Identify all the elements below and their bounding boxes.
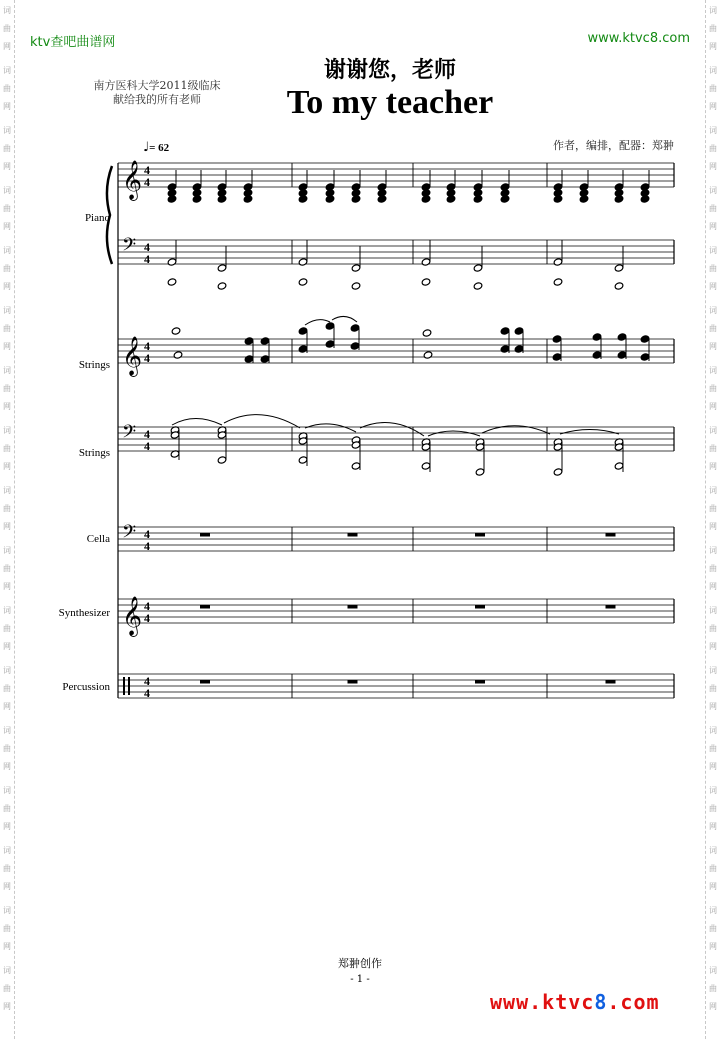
watermark-glyph: 网	[3, 162, 11, 171]
notehead	[421, 258, 431, 266]
notehead	[167, 258, 177, 266]
watermark-glyph: 词	[3, 846, 11, 855]
watermark-glyph: 曲	[3, 24, 11, 33]
time-signature-top: 4	[144, 674, 150, 688]
notehead	[217, 282, 227, 290]
watermark-glyph: 曲	[3, 684, 11, 693]
whole-rest	[606, 680, 616, 684]
notehead	[350, 324, 360, 332]
notehead	[552, 335, 562, 343]
watermark-glyph: 词	[3, 126, 11, 135]
notehead	[298, 258, 308, 266]
notehead	[640, 353, 650, 361]
brand-8: 8	[594, 990, 608, 1014]
notehead	[298, 327, 308, 335]
watermark-glyph: 曲	[709, 624, 717, 633]
notehead	[350, 342, 360, 350]
watermark-glyph: 词	[709, 426, 717, 435]
watermark-glyph: 网	[709, 882, 717, 891]
time-signature-top: 4	[144, 527, 150, 541]
whole-rest	[200, 680, 210, 684]
notehead	[614, 462, 624, 470]
notehead	[217, 264, 227, 272]
watermark-glyph: 曲	[3, 324, 11, 333]
time-signature-top: 4	[144, 339, 150, 353]
bass-clef-icon: 𝄢	[122, 422, 137, 447]
watermark-glyph: 网	[709, 702, 717, 711]
whole-rest	[348, 605, 358, 609]
site-url-right[interactable]: www.ktvc8.com	[587, 31, 690, 46]
watermark-glyph: 词	[709, 246, 717, 255]
page-number: - 1 -	[350, 974, 370, 985]
watermark-glyph: 曲	[3, 804, 11, 813]
notehead	[473, 264, 483, 272]
brand-logo[interactable]	[490, 990, 660, 1014]
title-english: To my teacher	[286, 84, 494, 121]
watermark-glyph: 词	[709, 666, 717, 675]
watermark-glyph: 网	[3, 522, 11, 531]
watermark-glyph: 曲	[709, 384, 717, 393]
brand-ktvc: ktvc	[542, 990, 595, 1014]
notehead	[614, 264, 624, 272]
watermark-glyph: 词	[709, 786, 717, 795]
tie	[224, 415, 300, 428]
watermark-glyph: 网	[3, 42, 11, 51]
watermark-glyph: 网	[3, 102, 11, 111]
watermark-glyph: 词	[3, 246, 11, 255]
dedication-line1: 南方医科大学2011级临床	[93, 79, 221, 92]
piano-brace	[107, 166, 112, 264]
watermark-glyph: 词	[3, 906, 11, 915]
footer-author: 郑翀创作	[338, 957, 382, 970]
instrument-label-cella: Cella	[86, 533, 110, 545]
watermark-glyph: 网	[709, 942, 717, 951]
watermark-glyph: 词	[3, 966, 11, 975]
watermark-glyph: 曲	[3, 444, 11, 453]
notehead	[217, 456, 227, 464]
watermark-glyph: 词	[3, 666, 11, 675]
watermark-glyph: 网	[709, 42, 717, 51]
notehead	[298, 456, 308, 464]
notehead	[167, 278, 177, 286]
watermark-glyph: 网	[3, 402, 11, 411]
watermark-glyph: 曲	[709, 864, 717, 873]
watermark-glyph: 曲	[3, 924, 11, 933]
watermark-glyph: 曲	[3, 84, 11, 93]
notehead	[553, 278, 563, 286]
watermark-glyph: 网	[709, 522, 717, 531]
whole-rest	[475, 680, 485, 684]
notehead	[640, 335, 650, 343]
watermark-glyph: 词	[709, 6, 717, 15]
instrument-label-piano: Piano	[84, 212, 110, 224]
watermark-glyph: 词	[709, 366, 717, 375]
watermark-glyph: 词	[3, 606, 11, 615]
watermark-glyph: 网	[709, 762, 717, 771]
watermark-glyph: 网	[709, 102, 717, 111]
notehead	[553, 258, 563, 266]
watermark-glyph: 曲	[709, 144, 717, 153]
watermark-glyph: 网	[3, 1002, 11, 1011]
percussion-clef-icon	[123, 677, 125, 695]
notehead	[260, 337, 270, 345]
watermark-glyph: 词	[3, 366, 11, 375]
notehead	[351, 264, 361, 272]
watermark-glyph: 词	[3, 426, 11, 435]
watermark-glyph: 网	[709, 342, 717, 351]
watermark-glyph: 曲	[709, 684, 717, 693]
watermark-glyph: 词	[3, 6, 11, 15]
watermark-glyph: 曲	[3, 144, 11, 153]
notehead	[553, 468, 563, 476]
time-signature-bottom: 4	[144, 686, 150, 700]
watermark-glyph: 词	[709, 726, 717, 735]
watermark-glyph: 曲	[3, 204, 11, 213]
instrument-label-strings-2: Strings	[78, 447, 110, 459]
instrument-label-synthesizer: Synthesizer	[58, 607, 110, 619]
notehead	[514, 327, 524, 335]
notehead	[421, 278, 431, 286]
watermark-glyph: 网	[3, 642, 11, 651]
watermark-glyph: 词	[709, 486, 717, 495]
dedication-line2: 献给我的所有老师	[113, 93, 201, 106]
watermark-glyph: 曲	[709, 264, 717, 273]
watermark-glyph: 网	[709, 642, 717, 651]
watermark-glyph: 网	[3, 882, 11, 891]
notehead	[173, 351, 183, 359]
notehead	[171, 327, 181, 335]
watermark-glyph: 网	[709, 1002, 717, 1011]
whole-rest	[200, 605, 210, 609]
watermark-glyph: 曲	[3, 624, 11, 633]
watermark-glyph: 网	[709, 402, 717, 411]
notehead	[298, 345, 308, 353]
brand-www: www.	[490, 990, 543, 1014]
time-signature-top: 4	[144, 163, 150, 177]
watermark-glyph: 网	[709, 582, 717, 591]
watermark-glyph: 网	[3, 762, 11, 771]
watermark-glyph: 网	[3, 222, 11, 231]
notehead	[421, 462, 431, 470]
notehead	[244, 337, 254, 345]
notehead	[351, 282, 361, 290]
notehead	[422, 329, 432, 337]
notehead	[423, 351, 433, 359]
watermark-glyph: 曲	[3, 864, 11, 873]
watermark-glyph: 词	[709, 306, 717, 315]
slur	[332, 316, 357, 322]
watermark-glyph: 曲	[3, 504, 11, 513]
watermark-glyph: 网	[3, 582, 11, 591]
watermark-glyph: 网	[3, 942, 11, 951]
watermark-glyph: 曲	[709, 204, 717, 213]
notehead	[617, 333, 627, 341]
watermark-glyph: 词	[3, 786, 11, 795]
watermark-glyph: 词	[709, 546, 717, 555]
composer-credit: 作者，编排，配器：郑翀	[553, 139, 674, 152]
watermark-glyph: 网	[709, 222, 717, 231]
watermark-glyph: 词	[709, 606, 717, 615]
time-signature-bottom: 4	[144, 611, 150, 625]
treble-clef-icon: 𝄞	[122, 596, 143, 636]
watermark-glyph: 词	[709, 846, 717, 855]
watermark-glyph: 网	[709, 822, 717, 831]
notehead	[552, 353, 562, 361]
notehead	[614, 282, 624, 290]
watermark-glyph: 网	[3, 702, 11, 711]
tie	[305, 424, 356, 432]
watermark-glyph: 词	[3, 486, 11, 495]
watermark-glyph: 曲	[3, 984, 11, 993]
notehead	[514, 345, 524, 353]
watermark-glyph: 曲	[709, 984, 717, 993]
tie	[172, 419, 222, 426]
watermark-glyph: 网	[709, 162, 717, 171]
watermark-glyph: 词	[3, 186, 11, 195]
quarter-note-icon: ♩	[143, 140, 150, 155]
site-name-left[interactable]: ktv查吧曲谱网	[30, 35, 116, 50]
time-signature-bottom: 4	[144, 539, 150, 553]
tempo-value: = 62	[149, 142, 170, 154]
whole-rest	[200, 533, 210, 537]
time-signature-top: 4	[144, 427, 150, 441]
watermark-glyph: 网	[709, 282, 717, 291]
watermark-glyph: 词	[709, 126, 717, 135]
notehead	[500, 327, 510, 335]
time-signature-bottom: 4	[144, 351, 150, 365]
watermark-glyph: 曲	[709, 84, 717, 93]
notehead	[351, 462, 361, 470]
brand-com: .com	[607, 990, 660, 1014]
tie	[428, 431, 480, 436]
percussion-clef-icon	[128, 677, 130, 695]
whole-rest	[348, 680, 358, 684]
watermark-glyph: 词	[3, 66, 11, 75]
watermark-glyph: 网	[3, 462, 11, 471]
time-signature-top: 4	[144, 240, 150, 254]
watermark-glyph: 曲	[3, 264, 11, 273]
watermark-glyph: 词	[709, 966, 717, 975]
notehead	[260, 355, 270, 363]
whole-rest	[475, 533, 485, 537]
instrument-label-strings-1: Strings	[78, 359, 110, 371]
watermark-glyph: 词	[3, 306, 11, 315]
watermark-glyph: 曲	[709, 804, 717, 813]
watermark-glyph: 网	[3, 282, 11, 291]
time-signature-bottom: 4	[144, 175, 150, 189]
treble-clef-icon: 𝄞	[122, 336, 143, 376]
notehead	[592, 333, 602, 341]
watermark-glyph: 词	[709, 906, 717, 915]
title-chinese: 谢谢您，老师	[323, 58, 456, 83]
notehead	[592, 351, 602, 359]
watermark-glyph: 曲	[709, 24, 717, 33]
whole-rest	[348, 533, 358, 537]
whole-rest	[475, 605, 485, 609]
watermark-glyph: 曲	[3, 564, 11, 573]
whole-rest	[606, 605, 616, 609]
watermark-glyph: 曲	[709, 504, 717, 513]
notehead	[298, 278, 308, 286]
notehead	[244, 355, 254, 363]
notehead	[617, 351, 627, 359]
watermark-glyph: 曲	[709, 924, 717, 933]
watermark-glyph: 网	[3, 822, 11, 831]
notehead	[500, 345, 510, 353]
tie	[360, 423, 424, 436]
watermark-glyph: 网	[709, 462, 717, 471]
treble-clef-icon: 𝄞	[122, 160, 143, 200]
watermark-glyph: 词	[3, 546, 11, 555]
bass-clef-icon: 𝄢	[122, 235, 137, 260]
whole-rest	[606, 533, 616, 537]
watermark-glyph: 网	[3, 342, 11, 351]
watermark-glyph: 词	[3, 726, 11, 735]
watermark-glyph: 曲	[3, 384, 11, 393]
notehead	[475, 468, 485, 476]
notehead	[473, 282, 483, 290]
watermark-glyph: 词	[709, 186, 717, 195]
bass-clef-icon: 𝄢	[122, 522, 137, 547]
watermark-glyph: 曲	[3, 744, 11, 753]
watermark-glyph: 曲	[709, 444, 717, 453]
watermark-glyph: 词	[709, 66, 717, 75]
watermark-glyph: 曲	[709, 744, 717, 753]
time-signature-bottom: 4	[144, 439, 150, 453]
notehead	[325, 322, 335, 330]
time-signature-top: 4	[144, 599, 150, 613]
notehead	[325, 340, 335, 348]
instrument-label-percussion: Percussion	[62, 681, 110, 693]
watermark-glyph: 曲	[709, 564, 717, 573]
watermark-glyph: 曲	[709, 324, 717, 333]
time-signature-bottom: 4	[144, 252, 150, 266]
